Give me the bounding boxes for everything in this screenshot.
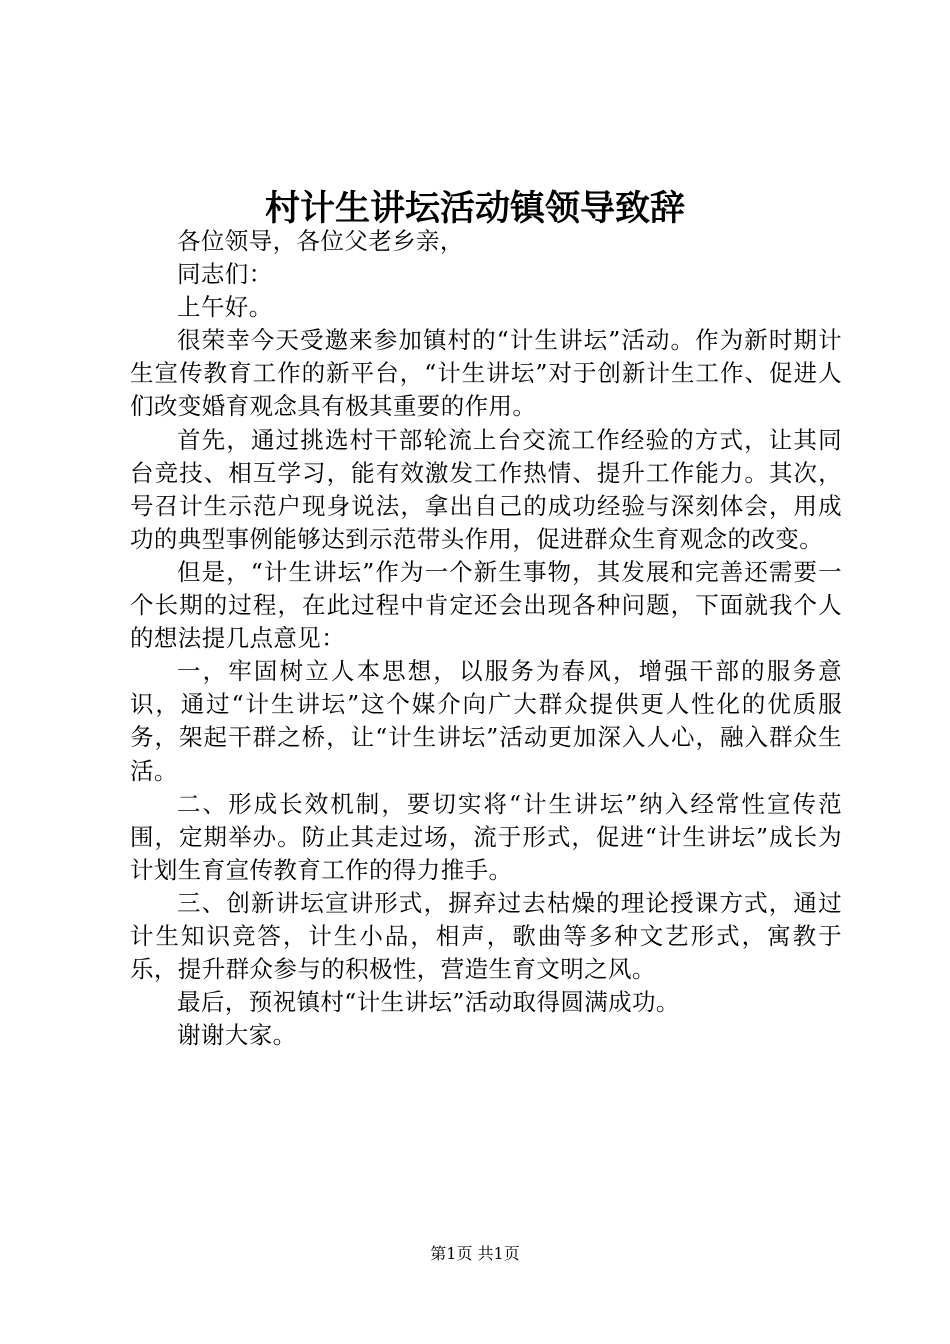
paragraph-point-one: 一，牢固树立人本思想，以服务为春风，增强干部的服务意识，通过“计生讲坛”这个媒介向广大群众提供更人性化的优质服务，架起干群之桥，让“计生讲坛”活动更加深入人心，融入群众生活。	[130, 657, 842, 785]
paragraph-thanks: 谢谢大家。	[177, 1021, 297, 1050]
paragraph-intro: 很荣幸今天受邀来参加镇村的“计生讲坛”活动。作为新时期计生宣传教育工作的新平台，“计生讲坛”对于创新计生工作、促进人们改变婚育观念具有极其重要的作用。	[130, 326, 842, 421]
page-number-footer: 第1页 共1页	[430, 1244, 520, 1263]
document-body	[130, 225, 842, 1052]
paragraph-first: 首先，通过挑选村干部轮流上台交流工作经验的方式，让其同台竞技、相互学习，能有效激发工作热情、提升工作能力。其次，号召计生示范户现身说法，拿出自己的成功经验与深刻体会，用成功的典型事例能够达到示范带头作用，促进群众生育观念的改变。	[130, 425, 842, 553]
paragraph-greeting: 各位领导，各位父老乡亲，	[177, 227, 464, 255]
paragraph-comrades: 同志们：	[177, 260, 273, 289]
paragraph-however: 但是，“计生讲坛”作为一个新生事物，其发展和完善还需要一个长期的过程，在此过程中肯定还会出现各种问题，下面就我个人的想法提几点意见：	[130, 557, 842, 653]
paragraph-point-two: 二、形成长效机制，要切实将“计生讲坛”纳入经常性宣传范围，定期举办。防止其走过场，流于形式，促进“计生讲坛”成长为计划生育宣传教育工作的得力推手。	[130, 789, 842, 884]
paragraph-finally: 最后，预祝镇村“计生讲坛”活动取得圆满成功。	[177, 988, 680, 1017]
paragraph-good-morning: 上午好。	[177, 293, 273, 322]
document-title: 村计生讲坛活动镇领导致辞	[264, 188, 685, 229]
paragraph-point-three: 三、创新讲坛宣讲形式，摒弃过去枯燥的理论授课方式，通过计生知识竞答，计生小品，相声，歌曲等多种文艺形式，寓教于乐，提升群众参与的积极性，营造生育文明之风。	[130, 888, 842, 984]
